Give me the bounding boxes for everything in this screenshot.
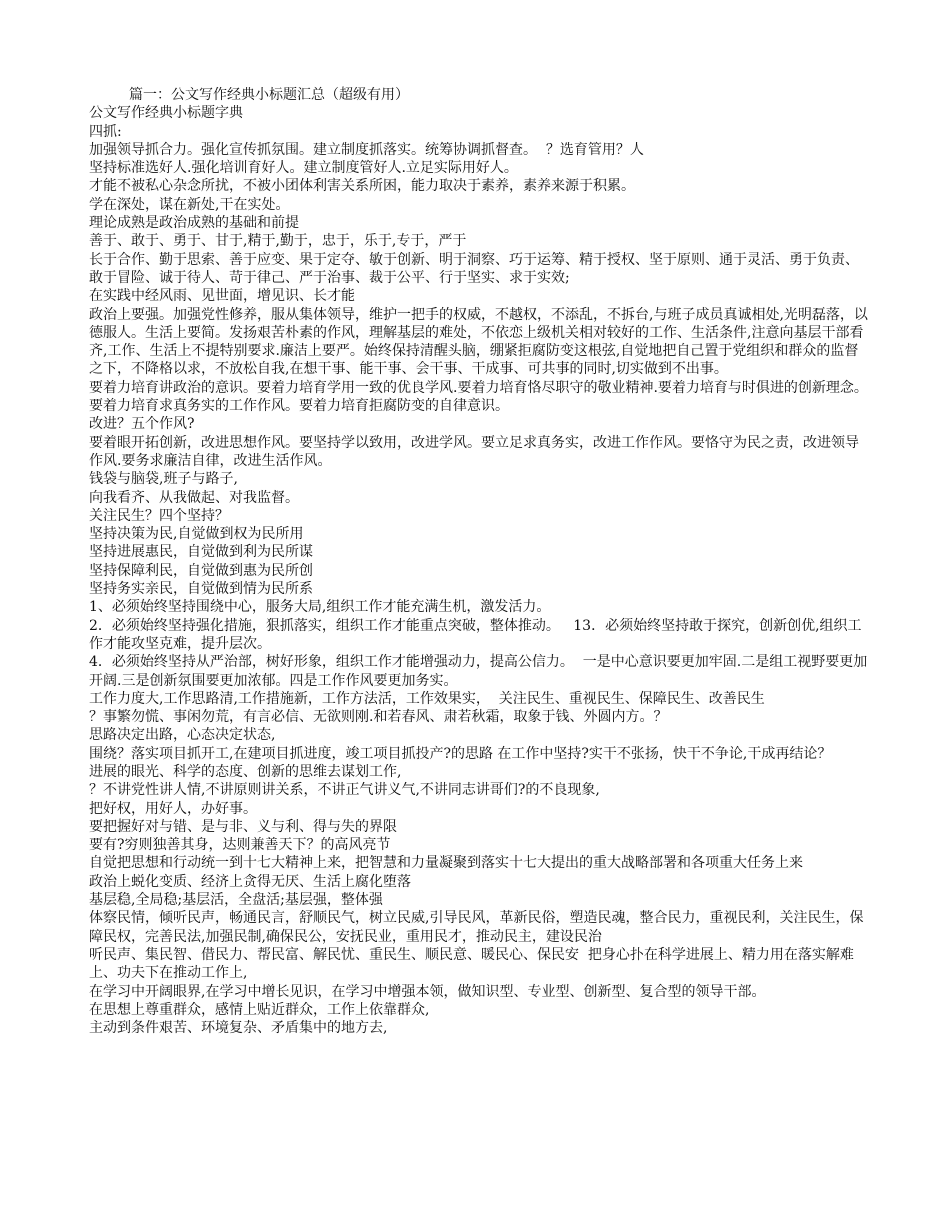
text-paragraph: 要着眼开拓创新，改进思想作风。要坚持学以致用，改进学风。要立足求真务实，改进工作作风。要恪守为民之责，改进领导作风.要务求廉洁自律，改进生活作风。: [89, 434, 859, 469]
text-paragraph: 政治上要强。加强党性修养，服从集体领导，维护一把手的权威，不越权，不添乱，不拆台,与班子成员真诚相处,光明磊落，以德服人。生活上要简。发扬艰苦朴素的作风，理解基层的难处，不依恋上级机关相对较好的工作、生活条件,注意向基层干部看齐,工作、生活上不提特别要求.廉洁上要严。始终保持清醒头脑，绷紧拒腐防变这根弦,自觉地把自己置于党组织和群众的监督之下，不降格以求，不放松自我,在想干事、能干事、会干事、干成事、可共事的同时,切实做到不出事。: [89, 306, 868, 378]
text-line: 政治上蜕化变质、经济上贪得无厌、生活上腐化堕落: [89, 873, 411, 890]
text-line: 向我看齐、从我做起、对我监督。: [89, 489, 299, 506]
text-line: 改进？五个作风?: [89, 416, 195, 433]
text-line: 思路决定出路，心态决定状态,: [89, 727, 276, 744]
text-line: 善于、敢于、勇于、甘于,精于,勤于，忠于，乐于,专于，严于: [89, 233, 467, 250]
text-paragraph: 4．必须始终坚持从严治部，树好形象，组织工作才能增强动力，提高公信力。 一是中心意识要更加牢固.二是组工视野要更加开阔.三是创新氛围要更加浓郁。四是工作作风要更加务实。: [89, 654, 868, 689]
text-paragraph: 听民声、集民智、借民力、帮民富、解民忧、重民生、顺民意、暖民心、保民安 把身心扑在科学进展上、精力用在落实解难上、功夫下在推动工作上,: [89, 946, 854, 982]
text-paragraph: 自觉把思想和行动统一到十七大精神上来，把智慧和力量凝聚到落实十七大提出的重大战略部署和各项重大任务上来: [89, 855, 803, 872]
document-body: [89, 104, 869, 1037]
text-line: 1、必须始终坚持围绕中心，服务大局,组织工作才能充满生机，激发活力。: [89, 599, 551, 616]
text-paragraph: 2．必须始终坚持强化措施，狠抓落实，组织工作才能重点突破，整体推动。 13．必须始终坚持敢于探究，创新创优,组织工作才能攻坚克难，提升层次。: [89, 617, 862, 652]
text-line: 主动到条件艰苦、环境复杂、矛盾集中的地方去,: [89, 1020, 388, 1037]
text-line: 在实践中经风雨、见世面，增见识、长才能: [89, 288, 355, 305]
text-line: 基层稳,全局稳;基层活，全盘活;基层强，整体强: [89, 892, 383, 909]
text-line: 把好权，用好人，办好事。: [89, 800, 257, 817]
text-paragraph: 要着力培育讲政治的意识。要着力培育学用一致的优良学风.要着力培育恪尽职守的敬业精神.要着力培育与时俱进的创新理念。要着力培育求真务实的工作作风。要着力培育拒腐防变的自律意识。: [89, 379, 868, 415]
document-title: 篇一：公文写作经典小标题汇总（超级有用）: [129, 87, 409, 103]
text-line: 坚持标准选好人.强化培训育好人。建立制度管好人.立足实际用好人。: [89, 160, 518, 177]
text-paragraph: 长于合作、勤于思索、善于应变、果于定夺、敏于创新、明于洞察、巧于运筹、精于授权、坚于原则、通于灵活、勇于负责、敢于冒险、诚于待人、苛于律己、严于治事、裁于公平、行于坚实、求于实效;: [89, 251, 859, 286]
text-line: 理论成熟是政治成熟的基础和前提: [89, 215, 299, 232]
text-line: 公文写作经典小标题字典: [89, 105, 243, 122]
text-paragraph: 围绕？落实项目抓开工,在建项目抓进度，竣工项目抓投产?的思路 在工作中坚持?实干不张扬，快干不争论,干成再结论？: [89, 745, 832, 762]
text-line: 要把握好对与错、是与非、义与利、得与失的界限: [89, 818, 397, 835]
text-line: 在思想上尊重群众，感情上贴近群众，工作上依靠群众,: [89, 1001, 430, 1018]
text-line: 坚持保障利民，自觉做到惠为民所创: [89, 562, 313, 579]
text-line: 学在深处，谋在新处,干在实处。: [89, 196, 290, 213]
text-line: 坚持务实亲民，自觉做到情为民所系: [89, 581, 313, 598]
text-line: 坚持决策为民,自觉做到权为民所用: [89, 526, 304, 543]
document-page: [89, 86, 869, 1037]
text-line: 加强领导抓合力。强化宣传抓氛围。建立制度抓落实。统筹协调抓督查。 ？选育管用？人: [89, 141, 644, 158]
text-line: 要有?穷则独善其身，达则兼善天下？的高风亮节: [89, 837, 391, 854]
text-line: 关注民生？四个坚持？: [89, 507, 229, 524]
text-line: 坚持进展惠民，自觉做到利为民所谋: [89, 544, 313, 561]
text-line: 进展的眼光、科学的态度、创新的思维去谋划工作,: [89, 763, 402, 780]
text-line: 才能不被私心杂念所扰，不被小团体利害关系所困，能力取决于素养，素养来源于积累。: [89, 178, 635, 195]
text-paragraph: 工作力度大,工作思路清,工作措施新，工作方法活，工作效果实， 关注民生、重视民生、保障民生、改善民生: [89, 690, 765, 707]
text-line: 四抓:: [89, 123, 122, 140]
text-line: 钱袋与脑袋,班子与路子,: [89, 471, 238, 488]
text-paragraph: 体察民情，倾听民声，畅通民言，舒顺民气，树立民威,引导民风，革新民俗，塑造民魂，整合民力，重视民利，关注民生，保障民权，完善民法,加强民制,确保民公，安抚民业，重用民才，推动民主，建设民治: [89, 910, 864, 945]
text-paragraph: 在学习中开阔眼界,在学习中增长见识，在学习中增强本领，做知识型、专业型、创新型、复合型的领导干部。: [89, 983, 766, 1000]
text-line: ？事繁勿慌、事闲勿荒，有言必信、无欲则刚.和若春风、肃若秋霜，取象于钱、外圆内方。？: [89, 709, 668, 726]
text-line: ？不讲党性讲人情,不讲原则讲关系，不讲正气讲义气,不讲同志讲哥们?的不良现象,: [89, 782, 600, 799]
